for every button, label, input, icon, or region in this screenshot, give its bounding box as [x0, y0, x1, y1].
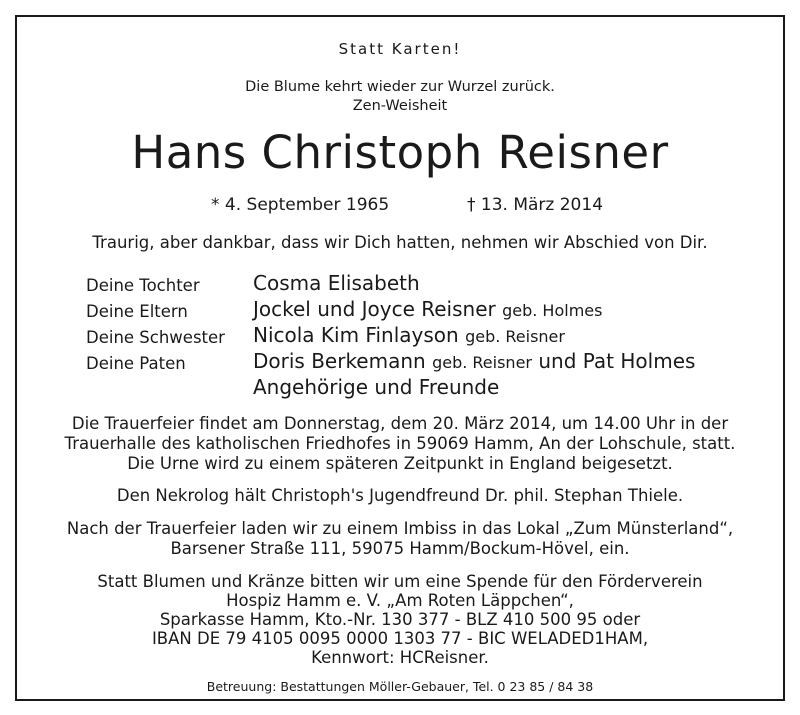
ceremony-line: Die Urne wird zu einem späteren Zeitpunkt in England beigesetzt. [127, 454, 673, 473]
mourner-name: Doris Berkemann geb. Reisner und Pat Holmes [253, 349, 696, 373]
mourner-name: Cosma Elisabeth [253, 271, 420, 295]
donation-line: Sparkasse Hamm, Kto.-Nr. 130 377 - BLZ 410 500 95 oder [159, 610, 641, 629]
relation-label: Deine Schwester [86, 328, 225, 347]
reception-line: Barsener Straße 111, 59075 Hamm/Bockum-Hövel, ein. [170, 539, 630, 558]
others-text: Angehörige und Freunde [253, 375, 500, 399]
maiden-name: geb. Holmes [502, 301, 603, 320]
mourner-name: Nicola Kim Finlayson geb. Reisner [253, 323, 565, 347]
relation-label: Deine Paten [86, 354, 186, 373]
mourner-name: Jockel und Joyce Reisner geb. Holmes [253, 297, 603, 321]
footer-text: Betreuung: Bestattungen Möller-Gebauer, Tel. 0 23 85 / 84 38 [206, 679, 594, 694]
ceremony-line: Die Trauerfeier findet am Donnerstag, dem 20. März 2014, um 14.00 Uhr in der [71, 414, 729, 433]
donation-line: Statt Blumen und Kränze bitten wir um eine Spende für den Förderverein [97, 572, 703, 591]
obituary-text: Den Nekrolog hält Christoph's Jugendfreund Dr. phil. Stephan Thiele. [116, 486, 684, 505]
donation-line: IBAN DE 79 4105 0095 0000 1303 77 - BIC WELADED1HAM, [151, 629, 649, 648]
donation-line: Kennwort: HCReisner. [311, 648, 489, 667]
maiden-name: geb. Reisner [432, 353, 532, 372]
quote-source: Zen-Weisheit [352, 98, 448, 114]
donation-line: Hospiz Hamm e. V. „Am Roten Läppchen“, [226, 591, 574, 610]
reception-line: Nach der Trauerfeier laden wir zu einem Imbiss in das Lokal „Zum Münsterland“, [66, 519, 734, 538]
ceremony-line: Trauerhalle des katholischen Friedhofes in 59069 Hamm, An der Lohschule, statt. [64, 434, 736, 453]
deceased-name: Hans Christoph Reisner [131, 126, 669, 179]
intro-text: Traurig, aber dankbar, dass wir Dich hatten, nehmen wir Abschied von Dir. [92, 233, 708, 252]
death-date: † 13. März 2014 [467, 195, 604, 215]
relation-label: Deine Tochter [86, 276, 200, 295]
header-text: Statt Karten! [338, 40, 462, 58]
relation-label: Deine Eltern [86, 302, 188, 321]
quote-text: Die Blume kehrt wieder zur Wurzel zurück. [245, 79, 555, 95]
maiden-name: geb. Reisner [465, 327, 565, 346]
birth-date: * 4. September 1965 [211, 195, 390, 215]
